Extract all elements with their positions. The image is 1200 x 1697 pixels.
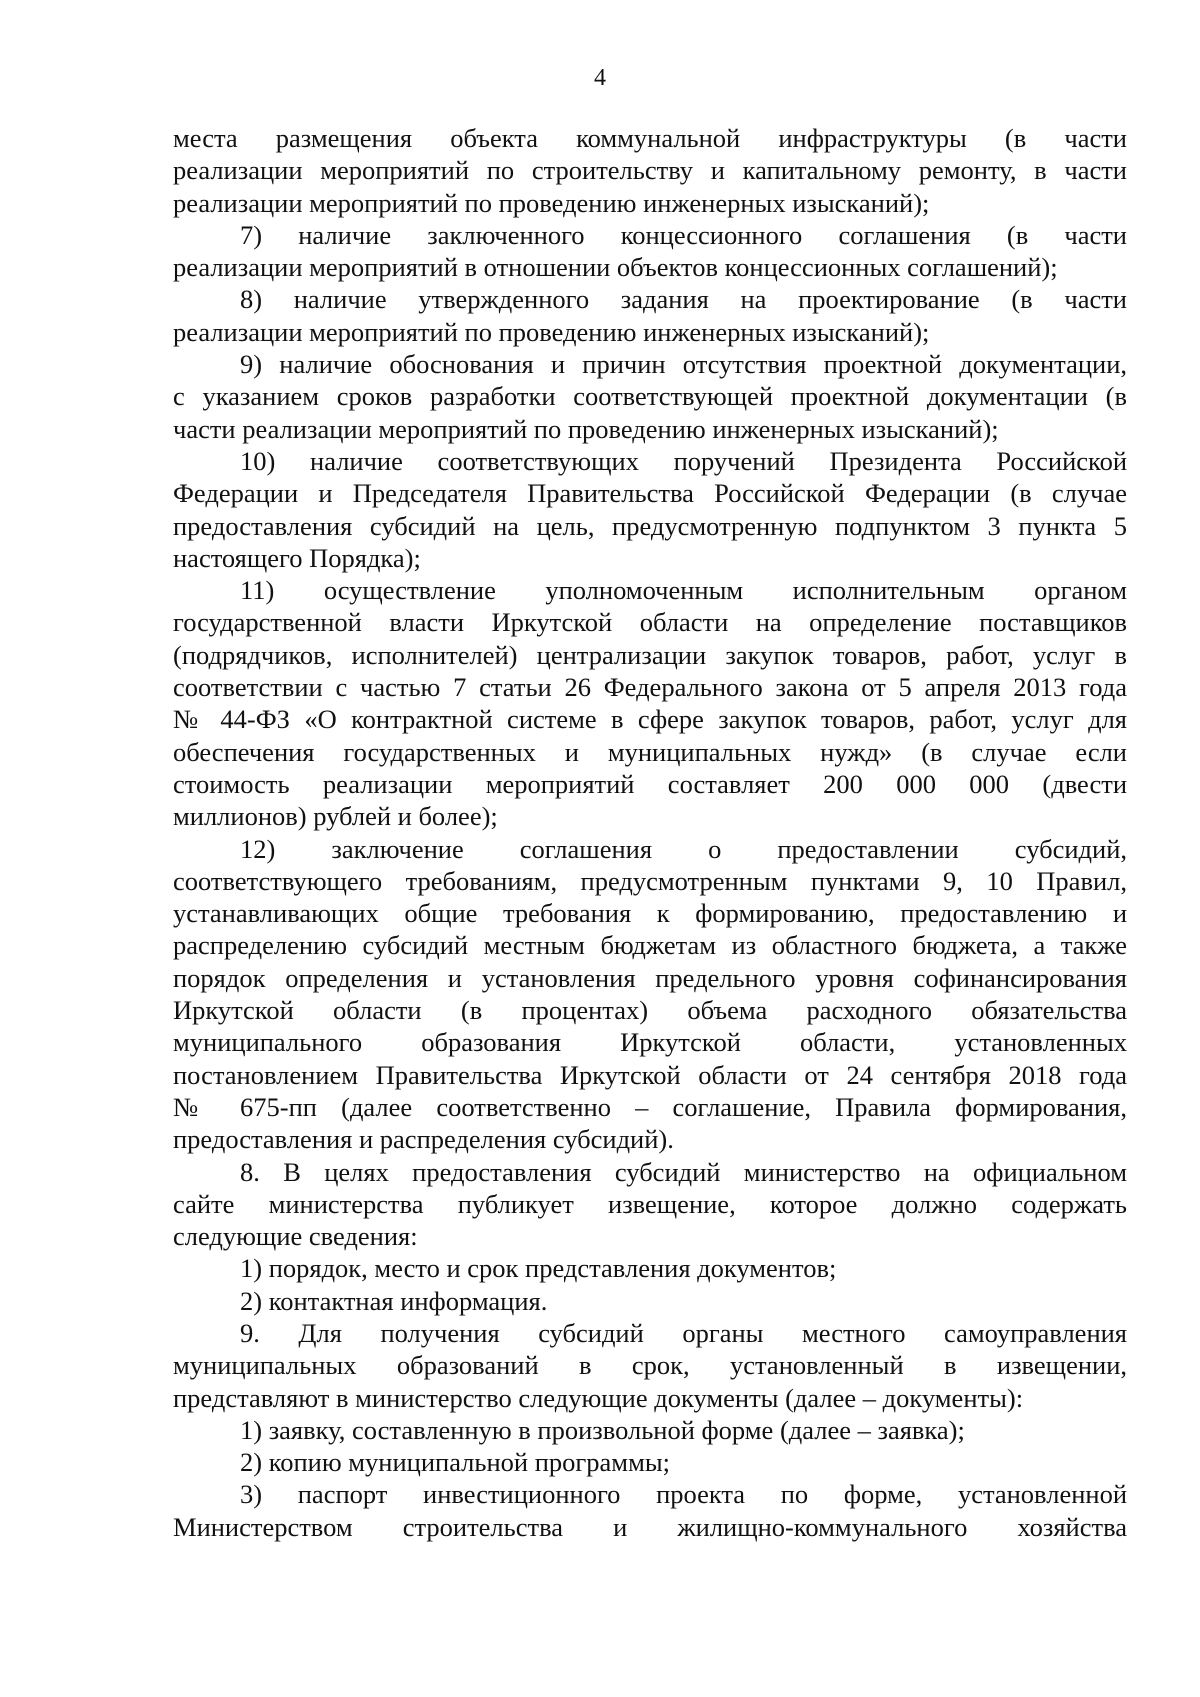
paragraph [173,1252,1127,1284]
text-line: реализации мероприятий по проведению инженерных изысканий); [173,316,930,347]
text-line: 2) контактная информация. [240,1285,548,1316]
text-line: с указанием сроков разработки соответствующей проектной документации (в [173,381,1127,412]
text-line: 9) наличие обоснования и причин отсутствия проектной документации, [240,349,1127,380]
paragraph [173,348,1127,445]
text-line: Федерации и Председателя Правительства Российской Федерации (в случае [173,478,1127,509]
text-line: миллионов) рублей и более); [173,801,498,832]
text-line: 12) заключение соглашения о предоставлении субсидий, [240,833,1127,864]
text-line: 1) заявку, составленную в произвольной форме (далее – заявка); [240,1414,965,1445]
text-line: соответствии с частью 7 статьи 26 Федерального закона от 5 апреля 2013 года [173,672,1127,703]
text-line: 8) наличие утвержденного задания на проектирование (в части [240,284,1127,315]
paragraph [173,574,1127,832]
text-line: места размещения объекта коммунальной инфраструктуры (в части [173,123,1127,153]
paragraph [173,1478,1127,1543]
paragraph [173,1156,1127,1253]
paragraph [173,219,1127,284]
text-line: постановлением Правительства Иркутской области от 24 сентября 2018 года [173,1059,1127,1090]
text-line: № 44-ФЗ «О контрактной системе в сфере закупок товаров, работ, услуг для [173,704,1127,735]
text-line: реализации мероприятий по строительству и капитальному ремонту, в части [173,155,1127,186]
text-line: предоставления субсидий на цель, предусмотренную подпунктом 3 пункта 5 [173,510,1127,541]
text-line: муниципального образования Иркутской области, установленных [173,1027,1127,1058]
text-line: 8. В целях предоставления субсидий министерство на официальном [240,1156,1127,1187]
text-line: реализации мероприятий в отношении объектов концессионных соглашений); [173,252,1058,283]
text-line: порядок определения и установления предельного уровня софинансирования [173,962,1127,993]
text-line: соответствующего требованиям, предусмотренным пунктами 9, 10 Правил, [173,865,1127,896]
text-line: устанавливающих общие требования к формированию, предоставлению и [173,898,1127,929]
text-line: настоящего Порядка); [173,542,421,573]
text-line: Министерством строительства и жилищно-коммунального хозяйства [173,1511,1127,1542]
text-line: предоставления и распределения субсидий). [173,1124,674,1155]
text-line: Иркутской области (в процентах) объема расходного обязательства [173,995,1127,1026]
paragraph [173,833,1127,1156]
text-line: стоимость реализации мероприятий составляет 200 000 000 (двести [173,768,1127,799]
text-line: муниципальных образований в срок, установленный в извещении, [173,1350,1127,1381]
text-line: государственной власти Иркутской области на определение поставщиков [173,607,1127,638]
text-line: части реализации мероприятий по проведению инженерных изысканий); [173,413,999,444]
text-line: 10) наличие соответствующих поручений Президента Российской [240,445,1127,476]
paragraph [173,1446,1127,1478]
text-line: реализации мероприятий по проведению инженерных изысканий); [173,187,930,218]
text-line: распределению субсидий местным бюджетам из областного бюджета, а также [173,930,1127,961]
document-body [173,122,1127,1543]
paragraph [173,1317,1127,1414]
paragraph [173,445,1127,574]
text-line: 3) паспорт инвестиционного проекта по форме, установленной [240,1479,1127,1510]
text-line: № 675-пп (далее соответственно – соглашение, Правила формирования, [173,1091,1127,1122]
paragraph [173,1414,1127,1446]
text-line: 11) осуществление уполномоченным исполнительным органом [240,575,1127,606]
text-line: сайте министерства публикует извещение, которое должно содержать [173,1188,1127,1219]
paragraph [173,1285,1127,1317]
page-number: 4 [594,65,606,91]
paragraph [173,122,1127,219]
text-line: 2) копию муниципальной программы; [240,1447,671,1478]
text-line: 1) порядок, место и срок представления документов; [240,1253,837,1284]
paragraph [173,283,1127,348]
text-line: (подрядчиков, исполнителей) централизации закупок товаров, работ, услуг в [173,639,1127,670]
text-line: обеспечения государственных и муниципальных нужд» (в случае если [173,736,1127,767]
text-line: 9. Для получения субсидий органы местного самоуправления [240,1317,1127,1348]
text-line: представляют в министерство следующие документы (далее – документы): [173,1382,1024,1413]
text-line: следующие сведения: [173,1221,418,1252]
text-line: 7) наличие заключенного концессионного соглашения (в части [240,219,1127,250]
